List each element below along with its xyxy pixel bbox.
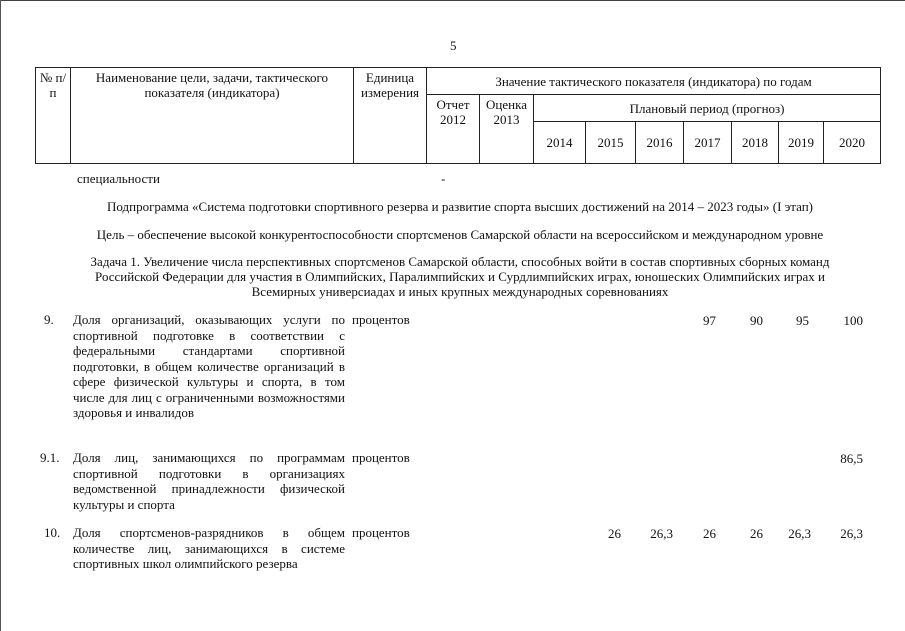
- row-text: Доля спортсменов-разрядников в общем количестве лиц, занимающихся в системе спортивных школ олимпийского резерва: [73, 525, 345, 571]
- value-2020: 100: [843, 313, 863, 328]
- row-unit: процентов: [352, 450, 410, 465]
- value-2019: 95: [796, 313, 809, 328]
- header-year: 2018: [732, 122, 779, 164]
- row-text: Доля лиц, занимающихся по программам спортивной подготовки в организациях ведомственной принадлежности физической культуры и спорта: [73, 450, 345, 512]
- row-number: 9.1.: [40, 450, 60, 465]
- value-2017: 26: [703, 526, 716, 541]
- value-2019: 26,3: [788, 526, 811, 541]
- header-report: Отчет 2012: [427, 95, 480, 164]
- header-plan: Плановый период (прогноз): [534, 95, 881, 122]
- value-2020: 86,5: [840, 451, 863, 466]
- header-name: Наименование цели, задачи, тактического показателя (индикатора): [71, 68, 354, 164]
- page-number: 5: [450, 38, 457, 53]
- dash-mark: -: [441, 171, 446, 186]
- value-2018: 90: [750, 313, 763, 328]
- task-heading: [36, 254, 884, 299]
- goal-text: Цель – обеспечение высокой конкурентоспособности спортсменов Самарской области на всероссийском и международном уровне: [96, 227, 824, 242]
- value-2015: 26: [608, 526, 621, 541]
- value-2020: 26,3: [840, 526, 863, 541]
- row-unit: процентов: [352, 525, 410, 540]
- header-values: Значение тактического показателя (индикатора) по годам: [427, 68, 881, 95]
- carryover-text: специальности: [77, 171, 160, 186]
- row-text: Доля организаций, оказывающих услуги по спортивной подготовке в соответствии с федеральными стандартами спортивной подготовки, в общем количестве организаций в сфере физической культуры и спорта, в том числе для лиц с ограниченными возможностями здоровья и инвалидов: [73, 312, 345, 420]
- scan-left-edge: [0, 0, 1, 631]
- header-unit: Единица измерения: [354, 68, 427, 164]
- header-year: 2015: [586, 122, 636, 164]
- header-year: 2020: [824, 122, 881, 164]
- value-2018: 26: [750, 526, 763, 541]
- table-header: [35, 67, 881, 164]
- row-number: 10.: [44, 525, 61, 540]
- header-year: 2019: [779, 122, 824, 164]
- header-year: 2014: [534, 122, 586, 164]
- subprogram-title: Подпрограмма «Система подготовки спортивного резерва и развитие спорта высших достижений на 2014 – 2023 годы» (I этап): [106, 199, 813, 214]
- row-number: 9.: [44, 312, 54, 327]
- header-year: 2017: [684, 122, 732, 164]
- header-num: № п/п: [36, 68, 71, 164]
- header-year: 2016: [636, 122, 684, 164]
- row-unit: процентов: [352, 312, 410, 327]
- value-2016: 26,3: [650, 526, 673, 541]
- header-estimate: Оценка 2013: [480, 95, 534, 164]
- task-line: Всемирных универсиадах и иных крупных международных соревнованиях: [251, 284, 669, 299]
- task-line: Российской Федерации для участия в Олимпийских, Паралимпийских и Сурдлимпийских играх, юношеских Олимпийских играх и: [95, 269, 825, 284]
- value-2017: 97: [703, 313, 716, 328]
- scan-top-edge: [0, 0, 905, 1]
- task-line: Задача 1. Увеличение числа перспективных спортсменов Самарской области, способных войти в состав спортивных сборных команд: [90, 254, 830, 269]
